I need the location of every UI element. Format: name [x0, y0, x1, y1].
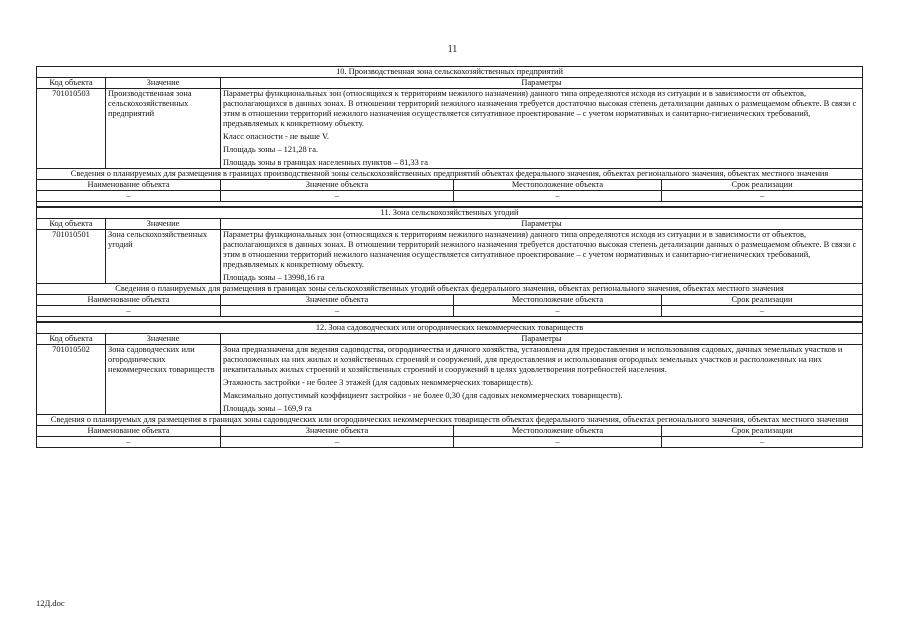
- planned-objects-info: Сведения о планируемых для размещения в границах производственной зоны сельскохозяйственных предприятий объектах федерального значения, объектах регионального значения, объектах местного значения: [37, 169, 863, 180]
- col-header-value: Значение: [106, 219, 221, 230]
- param-text: Максимально допустимый коэффициент застройки - не более 0,30 (для садовых некоммерческих товариществ).: [223, 391, 623, 400]
- object-code: 701010503: [37, 89, 106, 169]
- object-value: Зона садоводческих или огороднических некоммерческих товариществ: [106, 345, 221, 415]
- empty-cell-dash: –: [37, 306, 221, 317]
- empty-cell-dash: –: [662, 437, 863, 448]
- empty-cell-dash: –: [221, 306, 454, 317]
- col-header-obj-location: Местоположение объекта: [454, 180, 662, 191]
- object-code: 701010501: [37, 230, 106, 284]
- empty-cell-dash: –: [221, 191, 454, 202]
- col-header-params: Параметры: [221, 334, 863, 345]
- section-12-table: [36, 322, 863, 448]
- col-header-obj-value: Значение объекта: [221, 180, 454, 191]
- col-header-obj-term: Срок реализации: [662, 426, 863, 437]
- empty-cell-dash: –: [454, 437, 662, 448]
- empty-cell-dash: –: [662, 306, 863, 317]
- col-header-obj-term: Срок реализации: [662, 180, 863, 191]
- col-header-params: Параметры: [221, 219, 863, 230]
- planned-objects-info: Сведения о планируемых для размещения в границах зоны садоводческих или огороднических некоммерческих товариществ объектах федерального значения, объектах регионального значения, объектах местного значения: [37, 415, 863, 426]
- section-10-table: [36, 66, 863, 207]
- col-header-params: Параметры: [221, 78, 863, 89]
- col-header-code: Код объекта: [37, 219, 106, 230]
- section-gap: [37, 317, 863, 322]
- section-title: 11. Зона сельскохозяйственных угодий: [37, 208, 863, 219]
- col-header-code: Код объекта: [37, 334, 106, 345]
- section-title: 10. Производственная зона сельскохозяйственных предприятий: [37, 67, 863, 78]
- col-header-obj-value: Значение объекта: [221, 426, 454, 437]
- object-params: [221, 345, 863, 415]
- empty-cell-dash: –: [37, 191, 221, 202]
- col-header-value: Значение: [106, 334, 221, 345]
- document-body: [36, 66, 862, 448]
- param-text: Площадь зоны – 169,9 га: [223, 404, 312, 413]
- param-text: Этажность застройки - не более 3 этажей (для садовых некоммерческих товариществ).: [223, 378, 533, 387]
- param-text: Площадь зоны в границах населенных пунктов – 81,33 га: [223, 158, 429, 167]
- col-header-obj-value: Значение объекта: [221, 295, 454, 306]
- object-value: Зона сельскохозяйственных угодий: [106, 230, 221, 284]
- col-header-obj-name: Наименование объекта: [37, 295, 221, 306]
- empty-cell-dash: –: [37, 437, 221, 448]
- object-params: [221, 230, 863, 284]
- empty-cell-dash: –: [454, 191, 662, 202]
- col-header-value: Значение: [106, 78, 221, 89]
- param-text: Зона предназначена для ведения садоводства, огородничества и дачного хозяйства, установлена для предоставления и использования садовых, дачных земельных участков и расположенных на них жилых и хозяйственных строений и сооружений, для предоставления и использования огородных земельных участков и расположенных на них некапитальных жилых строений и хозяйственных строений и сооружений в целях удовлетворения потребностей населения.: [223, 345, 843, 374]
- object-value: Производственная зона сельскохозяйственных предприятий: [106, 89, 221, 169]
- col-header-code: Код объекта: [37, 78, 106, 89]
- param-text: Площадь зоны – 121,28 га.: [223, 145, 319, 154]
- object-params: [221, 89, 863, 169]
- page-number: 11: [447, 44, 458, 55]
- empty-cell-dash: –: [662, 191, 863, 202]
- param-text: Параметры функциональных зон (относящихся к территориям нежилого назначения) данного типа определяются исходя из ситуации и в зависимости от объектов, располагающихся в данных зонах. В отношении территорий нежилого назначения требуется достаточно высокая степень детализации данных о размещаемом объекте. В связи с этим в отношении территорий нежилого назначения осуществляется ситуативное проектирование – с учетом нормативных и санитарно-гигиенических требований, предъявляемых к конкретному объекту.: [223, 230, 857, 269]
- empty-cell-dash: –: [454, 306, 662, 317]
- object-code: 701010502: [37, 345, 106, 415]
- empty-cell-dash: –: [221, 437, 454, 448]
- footer-filename: 12Д.doc: [36, 598, 65, 608]
- section-11-table: [36, 207, 863, 322]
- param-text: Площадь зоны – 13998,16 га: [223, 273, 325, 282]
- section-gap: [37, 202, 863, 207]
- col-header-obj-name: Наименование объекта: [37, 180, 221, 191]
- col-header-obj-location: Местоположение объекта: [454, 295, 662, 306]
- col-header-obj-term: Срок реализации: [662, 295, 863, 306]
- planned-objects-info: Сведения о планируемых для размещения в границах зоны сельскохозяйственных угодий объектах федерального значения, объектах регионального значения, объектах местного значения: [37, 284, 863, 295]
- col-header-obj-location: Местоположение объекта: [454, 426, 662, 437]
- section-title: 12. Зона садоводческих или огороднических некоммерческих товариществ: [37, 323, 863, 334]
- col-header-obj-name: Наименование объекта: [37, 426, 221, 437]
- param-text: Параметры функциональных зон (относящихся к территориям нежилого назначения) данного типа определяются исходя из ситуации и в зависимости от объектов, располагающихся в данных зонах. В отношении территорий нежилого назначения требуется достаточно высокая степень детализации данных о размещаемом объекте. В связи с этим в отношении территорий нежилого назначения осуществляется ситуативное проектирование – с учетом нормативных и санитарно-гигиенических требований, предъявляемых к конкретному объекту.: [223, 89, 857, 128]
- param-text: Класс опасности - не выше V.: [223, 132, 330, 141]
